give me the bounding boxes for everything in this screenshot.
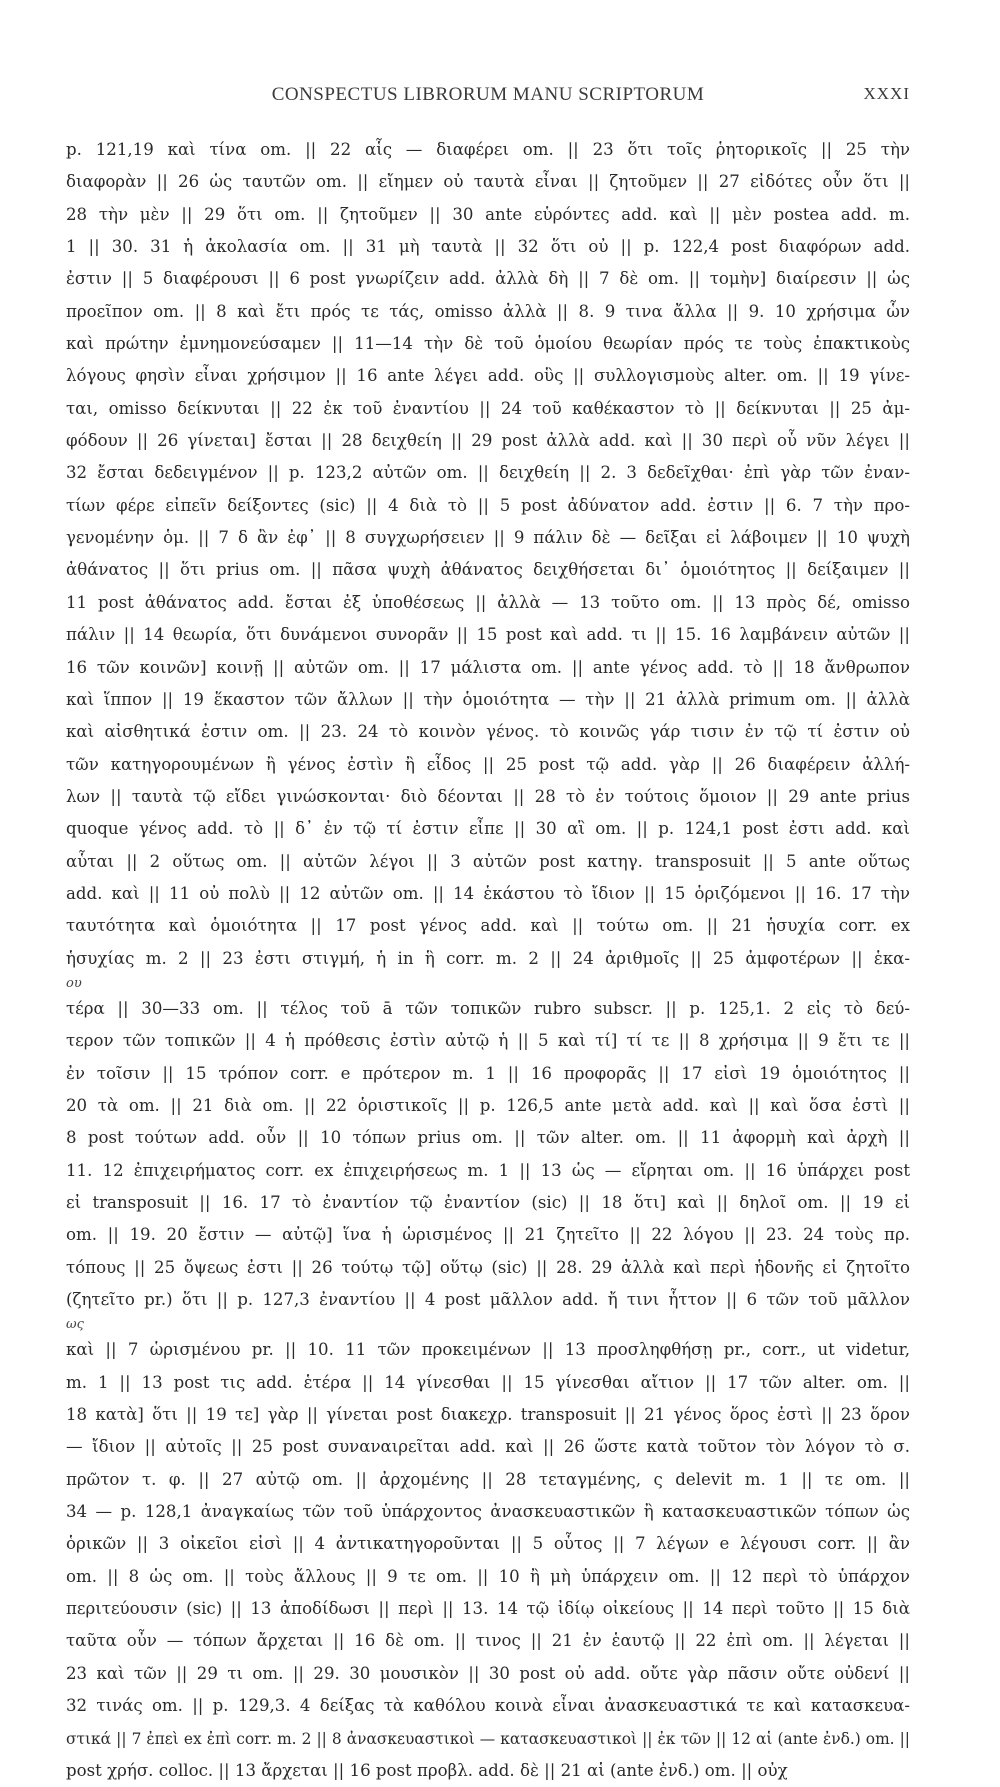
apparatus-line: τόπους || 25 ὄψεως ἐστι || 26 τούτῳ τῷ] οὕτῳ (sic) || 28. 29 ἀλλὰ καὶ περὶ ἡδονῆς εἰ ζητοῖτο: [66, 1257, 910, 1277]
apparatus-line: 34 — p. 128,1 ἀναγκαίως τῶν τοῦ ὑπάρχοντος ἀνασκευαστικῶν ἢ κατασκευαστικῶν τόπων ὡς: [66, 1502, 910, 1522]
apparatus-line: ὁρικῶν || 3 οἰκεῖοι εἰσὶ || 4 ἀντικατηγοροῦνται || 5 οὗτος || 7 λέγων e λέγουσι corr. || ἂν: [66, 1534, 910, 1554]
apparatus-line: 23 καὶ τῶν || 29 τι om. || 29. 30 μουσικὸν || 30 post οὐ add. οὔτε γὰρ πᾶσιν οὔτε οὐδενί ||: [66, 1663, 910, 1683]
apparatus-line: αὗται || 2 οὕτως om. || αὐτῶν λέγοι || 3 αὐτῶν post κατηγ. transposuit || 5 ante οὕτως: [66, 851, 910, 871]
apparatus-line: m. 1 || 13 post τις add. ἑτέρα || 14 γίνεσθαι || 15 γίνεσθαι αἴτιον || 17 τῶν alter. om. ||: [66, 1372, 910, 1392]
apparatus-line: — ἴδιον || αὐτοῖς || 25 post συναναιρεῖται add. καὶ || 26 ὥστε κατὰ τοῦτον τὸν λόγον τὸ σ.: [66, 1437, 910, 1457]
apparatus-line: (ζητεῖτο pr.) ὅτι || p. 127,3 ἐναντίου || 4 post μᾶλλον add. ἤ τινι ἧττον || 6 τῶν τοῦ μᾶλλον: [66, 1290, 910, 1310]
superscript-correction: ως: [66, 1317, 84, 1333]
apparatus-line: 11 post ἀθάνατος add. ἔσται ἐξ ὑποθέσεως || ἀλλὰ — 13 τοῦτο om. || 13 πρὸς δέ, omisso: [66, 592, 910, 612]
apparatus-line: καὶ ἵππον || 19 ἕκαστον τῶν ἄλλων || τὴν ὁμοιότητα — τὴν || 21 ἀλλὰ primum om. || ἀλλὰ: [66, 689, 910, 709]
apparatus-line: τῶν κατηγορουμένων ἢ γένος ἐστὶν ἢ εἶδος || 25 post τῷ add. γὰρ || 26 διαφέρειν ἀλλή-: [66, 754, 910, 774]
apparatus-line: 32 ἔσται δεδειγμένον || p. 123,2 αὐτῶν om. || δειχθείη || 2. 3 δεδεῖχθαι· ἐπὶ γὰρ τῶν ἐναν-: [66, 463, 910, 483]
apparatus-line: πρῶτον τ. φ. || 27 αὐτῷ om. || ἀρχομένης || 28 τεταγμένης, ς delevit m. 1 || τε om. ||: [66, 1469, 910, 1489]
running-header: [66, 84, 910, 114]
apparatus-line: τέρα || 30—33 om. || τέλος τοῦ ā τῶν τοπικῶν rubro subscr. || p. 125,1. 2 εἰς τὸ δεύ-: [66, 998, 910, 1018]
superscript-correction: ου: [66, 975, 82, 991]
apparatus-line: περιτεύουσιν (sic) || 13 ἀποδίδωσι || περὶ || 13. 14 τῷ ἰδίῳ οἰκείους || 14 περὶ τοῦτο || 15 διὰ: [66, 1599, 910, 1619]
apparatus-line: διαφορὰν || 26 ὡς ταυτῶν om. || εἴημεν οὐ ταυτὰ εἶναι || ζητοῦμεν || 27 εἰδότες οὖν ὅτι ||: [66, 172, 910, 192]
apparatus-line: καὶ || 7 ὡρισμένου pr. || 10. 11 τῶν προκειμένων || 13 προσληφθήσῃ pr., corr., ut videtur,: [66, 1340, 910, 1360]
apparatus-line: φόδουν || 26 γίνεται] ἔσται || 28 δειχθείη || 29 post ἀλλὰ add. καὶ || 30 περὶ οὗ νῦν λέγει ||: [66, 431, 910, 451]
apparatus-line: p. 121,19 καὶ τίνα om. || 22 αἷς — διαφέρει om. || 23 ὅτι τοῖς ῥητορικοῖς || 25 τὴν: [66, 140, 910, 159]
apparatus-line: πάλιν || 14 θεωρία, ὅτι δυνάμενοι συνορᾶν || 15 post καὶ add. τι || 15. 16 λαμβάνειν αὐτῶν ||: [66, 625, 910, 645]
apparatus-line: λων || ταυτὰ τῷ εἴδει γινώσκονται· διὸ δέονται || 28 τὸ ἐν τούτοις ὅμοιον || 29 ante prius: [66, 786, 910, 806]
apparatus-line: 11. 12 ἐπιχειρήματος corr. ex ἐπιχειρήσεως m. 1 || 13 ὡς — εἴρηται om. || 16 ὑπάρχει post: [66, 1160, 910, 1180]
apparatus-line: om. || 19. 20 ἔστιν — αὐτῷ] ἵνα ἡ ὡρισμένος || 21 ζητεῖτο || 22 λόγου || 23. 24 τοὺς πρ.: [66, 1225, 910, 1245]
apparatus-line: ἐστιν || 5 διαφέρουσι || 6 post γνωρίζειν add. ἀλλὰ δὴ || 7 δὲ om. || τομὴν] διαίρεσιν || ὡς: [66, 269, 910, 289]
apparatus-line: ταῦτα οὖν — τόπων ἄρχεται || 16 δὲ om. || τινος || 21 ἐν ἑαυτῷ || 22 ἐπὶ om. || λέγεται ||: [66, 1631, 910, 1651]
apparatus-line: γενομένην ὁμ. || 7 δ ἂν ἐφ᾽ || 8 συγχωρήσειεν || 9 πάλιν δὲ — δεῖξαι εἰ λάβοιμεν || 10 ψυχὴ: [66, 528, 910, 548]
critical-apparatus: [66, 134, 910, 1787]
running-title: CONSPECTUS LIBRORUM MANU SCRIPTORUM: [271, 84, 705, 105]
apparatus-line: τίων φέρε εἰπεῖν δείξοντες (sic) || 4 διὰ τὸ || 5 post ἀδύνατον add. ἐστιν || 6. 7 τὴν προ-: [66, 495, 910, 515]
apparatus-line: 32 τινάς om. || p. 129,3. 4 δείξας τὰ καθόλου κοινὰ εἶναι ἀνασκευαστικά τε καὶ κατασκευα-: [66, 1696, 910, 1716]
apparatus-line: post χρήσ. colloc. || 13 ἄρχεται || 16 post προβλ. add. δὲ || 21 αἱ (ante ἐνδ.) om. || οὐχ: [66, 1760, 788, 1780]
apparatus-line: ται, omisso δείκνυται || 22 ἐκ τοῦ ἐναντίου || 24 τοῦ καθέκαστον τὸ || δείκνυται || 25 ἀμ-: [66, 398, 910, 418]
apparatus-line: 8 post τούτων add. οὖν || 10 τόπων prius om. || τῶν alter. om. || 11 ἀφορμὴ καὶ ἀρχὴ ||: [66, 1128, 910, 1148]
apparatus-line: 1 || 30. 31 ἡ ἀκολασία om. || 31 μὴ ταυτὰ || 32 ὅτι οὐ || p. 122,4 post διαφόρων add.: [66, 237, 910, 257]
apparatus-line: ταυτότητα καὶ ὁμοιότητα || 17 post γένος add. καὶ || τούτω om. || 21 ἡσυχία corr. ex: [66, 916, 910, 936]
apparatus-line: ἡσυχίας m. 2 || 23 ἐστι στιγμή, ἡ in ἣ corr. m. 2 || 24 ἀριθμοῖς || 25 ἀμφοτέρων || ἑκα-: [66, 948, 910, 968]
apparatus-line: 18 κατὰ] ὅτι || 19 τε] γὰρ || γίνεται post διακεχρ. transposuit || 21 γένος ὅρος ἐστὶ || 23 ὅρον: [66, 1405, 910, 1425]
apparatus-line: om. || 8 ὡς om. || τοὺς ἄλλους || 9 τε om. || 10 ἢ μὴ ὑπάρχειν om. || 12 περὶ τὸ ὑπάρχον: [66, 1566, 910, 1586]
apparatus-line: ἐν τοῖσιν || 15 τρόπον corr. e πρότερον m. 1 || 16 προφορᾶς || 17 εἰσὶ 19 ὁμοιότητος ||: [66, 1063, 910, 1083]
apparatus-line: 16 τῶν κοινῶν] κοινῇ || αὐτῶν om. || 17 μάλιστα om. || ante γένος add. τὸ || 18 ἄνθρωπον: [66, 657, 910, 677]
apparatus-line: add. καὶ || 11 οὐ πολὺ || 12 αὐτῶν om. || 14 ἑκάστου τὸ ἴδιον || 15 ὁριζόμενοι || 16. 17 τὴν: [66, 883, 910, 903]
page-number: XXXI: [863, 84, 910, 103]
apparatus-line: εἰ transposuit || 16. 17 τὸ ἐναντίον τῷ ἐναντίον (sic) || 18 ὅτι] καὶ || δηλοῖ om. || 19 εἰ: [66, 1193, 910, 1212]
apparatus-line: quoque γένος add. τὸ || δ᾽ ἐν τῷ τί ἐστιν εἶπε || 30 αἳ om. || p. 124,1 post ἐστι add. καὶ: [66, 819, 910, 839]
apparatus-line: τερον τῶν τοπικῶν || 4 ἡ πρόθεσις ἐστὶν αὐτῷ ἡ || 5 καὶ τί] τί τε || 8 χρήσιμα || 9 ἔτι τε ||: [66, 1031, 910, 1051]
apparatus-line: 28 τὴν μὲν || 29 ὅτι om. || ζητοῦμεν || 30 ante εὑρόντες add. καὶ || μὲν postea add. m.: [66, 204, 910, 224]
apparatus-line: προεῖπον om. || 8 καὶ ἔτι πρός τε τάς, omisso ἀλλὰ || 8. 9 τινα ἄλλα || 9. 10 χρήσιμα ὧν: [66, 301, 910, 321]
apparatus-line: 20 τὰ om. || 21 διὰ om. || 22 ὁριστικοῖς || p. 126,5 ante μετὰ add. καὶ || καὶ ὅσα ἐστὶ ||: [66, 1095, 910, 1115]
apparatus-line: ἀθάνατος || ὅτι prius om. || πᾶσα ψυχὴ ἀθάνατος δειχθήσεται δι᾽ ὁμοιότητος || δείξαιμεν ||: [66, 560, 910, 580]
apparatus-line: στικά || 7 ἐπεὶ ex ἐπὶ corr. m. 2 || 8 ἀνασκευαστικοὶ — κατασκευαστικοὶ || ἐκ τῶν || 12 αἱ (ante ἐνδ.) om. ||: [66, 1729, 910, 1748]
apparatus-line: λόγους φησὶν εἶναι χρήσιμον || 16 ante λέγει add. οὓς || συλλογισμοὺς alter. om. || 19 γίνε-: [66, 366, 910, 386]
apparatus-line: καὶ πρώτην ἐμνημονεύσαμεν || 11—14 τὴν δὲ τοῦ ὁμοίου θεωρίαν πρός τε τοὺς ἐπακτικοὺς: [66, 334, 910, 354]
apparatus-line: καὶ αἰσθητικά ἐστιν om. || 23. 24 τὸ κοινὸν γένος. τὸ κοινῶς γάρ τισιν ἐν τῷ τί ἐστιν οὐ: [66, 722, 910, 742]
